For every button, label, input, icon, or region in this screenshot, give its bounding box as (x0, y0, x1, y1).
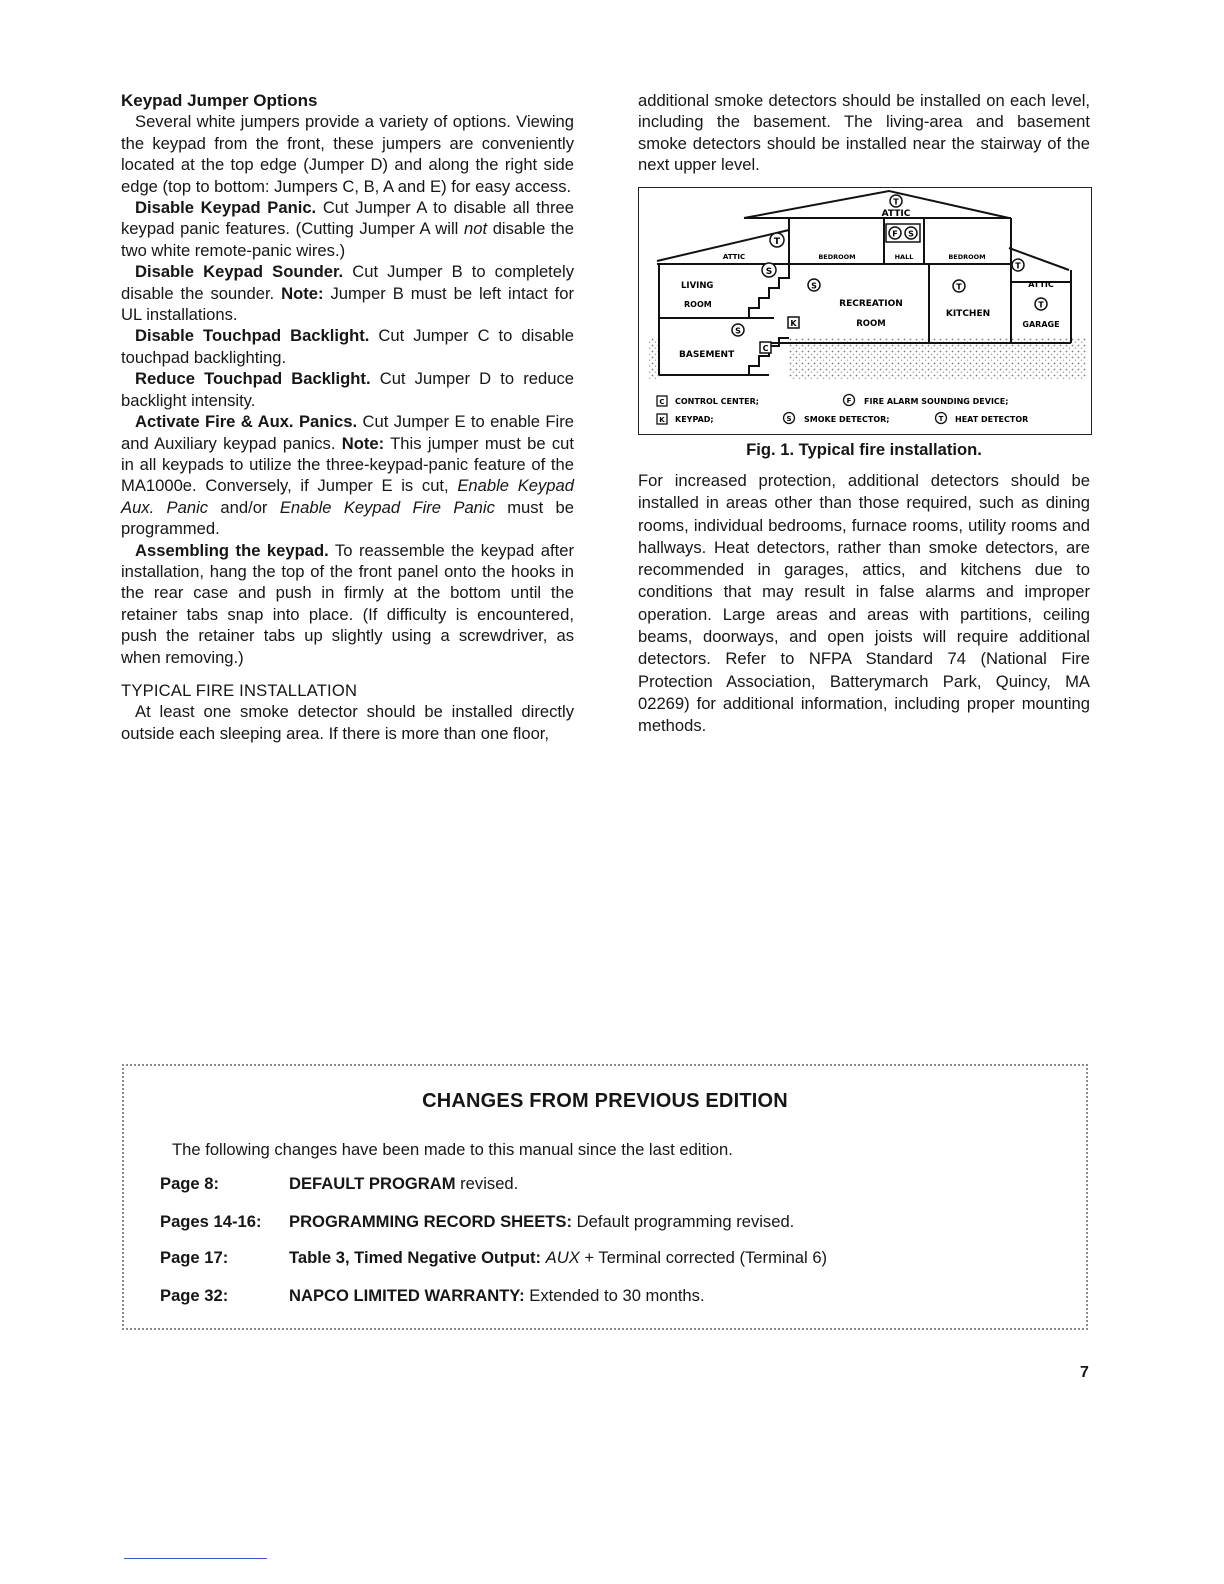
svg-text:C: C (762, 344, 769, 353)
changes-title: CHANGES FROM PREVIOUS EDITION (422, 1090, 788, 1112)
continuation-paragraph: additional smoke detectors should be installed on each level, including the basement. The living-area and basement smoke detectors should be installed near the stairway of the next upper level. (638, 91, 1090, 175)
legend-control-text: CONTROL CENTER; (675, 397, 759, 406)
disable-panic-text: Cut Jumper A to disable all three keypad panic features. (Cutting Jumper A will (121, 198, 574, 239)
heat-detector-icon (953, 280, 965, 292)
recreation-room-label: ROOM (856, 319, 886, 329)
change-page: Pages 14-16: (160, 1212, 262, 1231)
page-number: 7 (1080, 1364, 1089, 1381)
svg-text:F: F (892, 229, 898, 239)
right-column (638, 90, 1090, 176)
svg-text:T: T (893, 197, 899, 207)
basement-label: BASEMENT (679, 350, 735, 360)
fire-installation-paragraph: At least one smoke detector should be installed directly outside each sleeping area. If there is more than one floor, (121, 702, 574, 743)
living-label: LIVING (681, 281, 714, 291)
activate-text-2: This jumper must be cut in all keypads to utilize the three-keypad-panic feature of the MA1000e. Conversely, if Jumper E is cut, (121, 433, 574, 496)
heat-detector-icon (890, 195, 902, 207)
legend-heat-symbol: T (938, 415, 944, 423)
enable-aux-panic-term: Enable Keypad Aux. Panic (121, 476, 574, 517)
change-page: Page 32: (160, 1286, 229, 1305)
legend-keypad-symbol: K (659, 416, 665, 424)
change-description (289, 1286, 705, 1306)
reduce-backlight-paragraph (121, 368, 574, 411)
activate-text-4: must be programmed. (121, 497, 574, 539)
smoke-detector-icon (762, 263, 776, 277)
intro-paragraph: Several white jumpers provide a variety of options. Viewing the keypad from the front, these jumpers are conveniently located at the top edge (Jumper D) and along the right side edge (top to bottom: Jumpers C, B, A and E) for easy access. (121, 112, 574, 196)
recreation-label: RECREATION (839, 299, 903, 309)
attic-right-label: ATTIC (1028, 280, 1054, 289)
legend-fire-symbol: F (846, 397, 852, 405)
activate-panics-paragraph (121, 411, 574, 539)
change-page: Page 17: (160, 1248, 229, 1267)
ground-area (789, 338, 1087, 380)
hall-label: HALL (894, 253, 914, 261)
assembling-lead: Assembling the keypad. (135, 540, 329, 560)
change-description (289, 1174, 518, 1194)
keypad-icon (788, 317, 799, 328)
disable-panic-lead: Disable Keypad Panic. (135, 198, 317, 218)
left-column (121, 90, 574, 744)
aux-term: AUX (545, 1248, 580, 1267)
activate-text: Cut Jumper E to enable Fire and Auxiliary keypad panics. (121, 412, 574, 453)
kitchen-label: KITCHEN (945, 309, 991, 319)
not-emphasis: not (463, 219, 488, 239)
attic-top-label: ATTIC (881, 209, 911, 219)
change-text: Extended to 30 months. (524, 1286, 705, 1305)
garage-label: GARAGE (1022, 320, 1060, 329)
changes-intro: The following changes have been made to this manual since the last edition. (172, 1140, 733, 1159)
change-title: PROGRAMMING RECORD SHEETS: (289, 1212, 573, 1231)
smoke-detector-icon (808, 279, 820, 291)
change-text: Default programming revised. (572, 1212, 795, 1231)
legend-fire-text: FIRE ALARM SOUNDING DEVICE; (864, 397, 1009, 406)
svg-text:S: S (765, 267, 773, 277)
smoke-detector-icon (732, 324, 744, 336)
heat-detector-icon (1035, 298, 1047, 310)
figure-caption: Fig. 1. Typical fire installation. (746, 440, 982, 459)
change-title: DEFAULT PROGRAM (289, 1174, 456, 1193)
disable-sounder-text-2: Jumper B must be left intact for UL installations. (121, 283, 574, 325)
right-column-lower (638, 470, 1090, 738)
change-description (289, 1248, 827, 1268)
attic-left-label: ATTIC (722, 253, 746, 261)
bedroom-1-label: BEDROOM (818, 253, 856, 261)
disable-panic-paragraph (121, 197, 574, 261)
change-text: revised. (455, 1174, 519, 1193)
heat-detector-icon (1012, 259, 1024, 271)
additional-detectors-paragraph: For increased protection, additional detectors should be installed in areas other than those required, such as dining rooms, individual bedrooms, furnace rooms, utility rooms and hallways. Heat detectors, rather than smoke detectors, are recommended in garages, attics, and kitchens due to conditions that may result in false alarms and improper operation. Large areas and areas with partitions, ceiling beams, doorways, and open joists will require additional detectors. Refer to NFPA Standard 74 (National Fire Protection Association, Batterymarch Park, Quincy, MA 02269) for additional information, including proper mounting methods. (638, 471, 1090, 736)
legend-smoke-symbol: S (786, 415, 792, 423)
disable-backlight-lead: Disable Touchpad Backlight. (135, 326, 370, 346)
disable-backlight-paragraph (121, 325, 574, 368)
disable-backlight-text: Cut Jumper C to disable touchpad backlighting. (121, 326, 574, 367)
change-title: NAPCO LIMITED WARRANTY: (289, 1286, 525, 1305)
reduce-backlight-text: Cut Jumper D to reduce backlight intensity. (121, 369, 574, 410)
svg-text:K: K (790, 319, 797, 328)
legend-smoke-text: SMOKE DETECTOR; (804, 415, 890, 424)
control-center-icon (760, 342, 771, 353)
svg-text:T: T (1038, 300, 1044, 310)
legend-heat-text: HEAT DETECTOR (955, 415, 1029, 424)
enable-fire-panic-term: Enable Keypad Fire Panic (279, 497, 495, 517)
svg-text:S: S (908, 229, 914, 239)
legend-control-symbol: C (659, 398, 665, 406)
change-title: Table 3, Timed Negative Output: (289, 1248, 542, 1267)
disable-sounder-paragraph (121, 261, 574, 325)
disable-panic-text-2: disable the two white remote-panic wires.) (121, 219, 575, 260)
change-page: Page 8: (160, 1174, 220, 1193)
note-label: Note: (281, 283, 324, 303)
disable-sounder-lead: Disable Keypad Sounder. (135, 262, 344, 282)
heat-detector-icon (770, 233, 784, 247)
activate-panics-lead: Activate Fire & Aux. Panics. (135, 412, 358, 432)
activate-text-3: and/or (208, 497, 280, 517)
living-room-label: ROOM (684, 300, 712, 309)
disable-sounder-text: Cut Jumper B to completely disable the sounder. (121, 262, 574, 303)
note-label: Note: (341, 433, 385, 453)
svg-text:S: S (811, 281, 817, 291)
assembling-paragraph (121, 540, 574, 668)
assembling-text: To reassemble the keypad after installation, hang the top of the front panel onto the hooks in the rear case and push in firmly at the bottom until the retainer tabs snap into place. (If difficulty is encountered, push the retainer tabs up slightly using a screwdriver, as when removing.) (121, 540, 574, 667)
main-roof (744, 191, 1009, 218)
fire-installation-heading: TYPICAL FIRE INSTALLATION (121, 680, 358, 700)
house-diagram (639, 188, 1091, 434)
section-heading: Keypad Jumper Options (121, 91, 318, 110)
reduce-backlight-lead: Reduce Touchpad Backlight. (135, 369, 371, 389)
svg-text:T: T (956, 282, 962, 292)
svg-text:S: S (735, 326, 741, 336)
svg-text:T: T (773, 237, 781, 247)
fire-alarm-sounder-icon (889, 227, 901, 239)
change-description (289, 1212, 794, 1232)
fire-installation-figure (638, 187, 1092, 435)
change-text-2: + Terminal corrected (Terminal 6) (579, 1248, 828, 1267)
footer-rule (124, 1558, 267, 1559)
legend-keypad-text: KEYPAD; (675, 415, 714, 424)
svg-text:T: T (1015, 261, 1021, 271)
bedroom-2-label: BEDROOM (948, 253, 986, 261)
changes-box (122, 1064, 1088, 1330)
smoke-detector-icon (905, 227, 917, 239)
figure-legend (657, 395, 1028, 425)
